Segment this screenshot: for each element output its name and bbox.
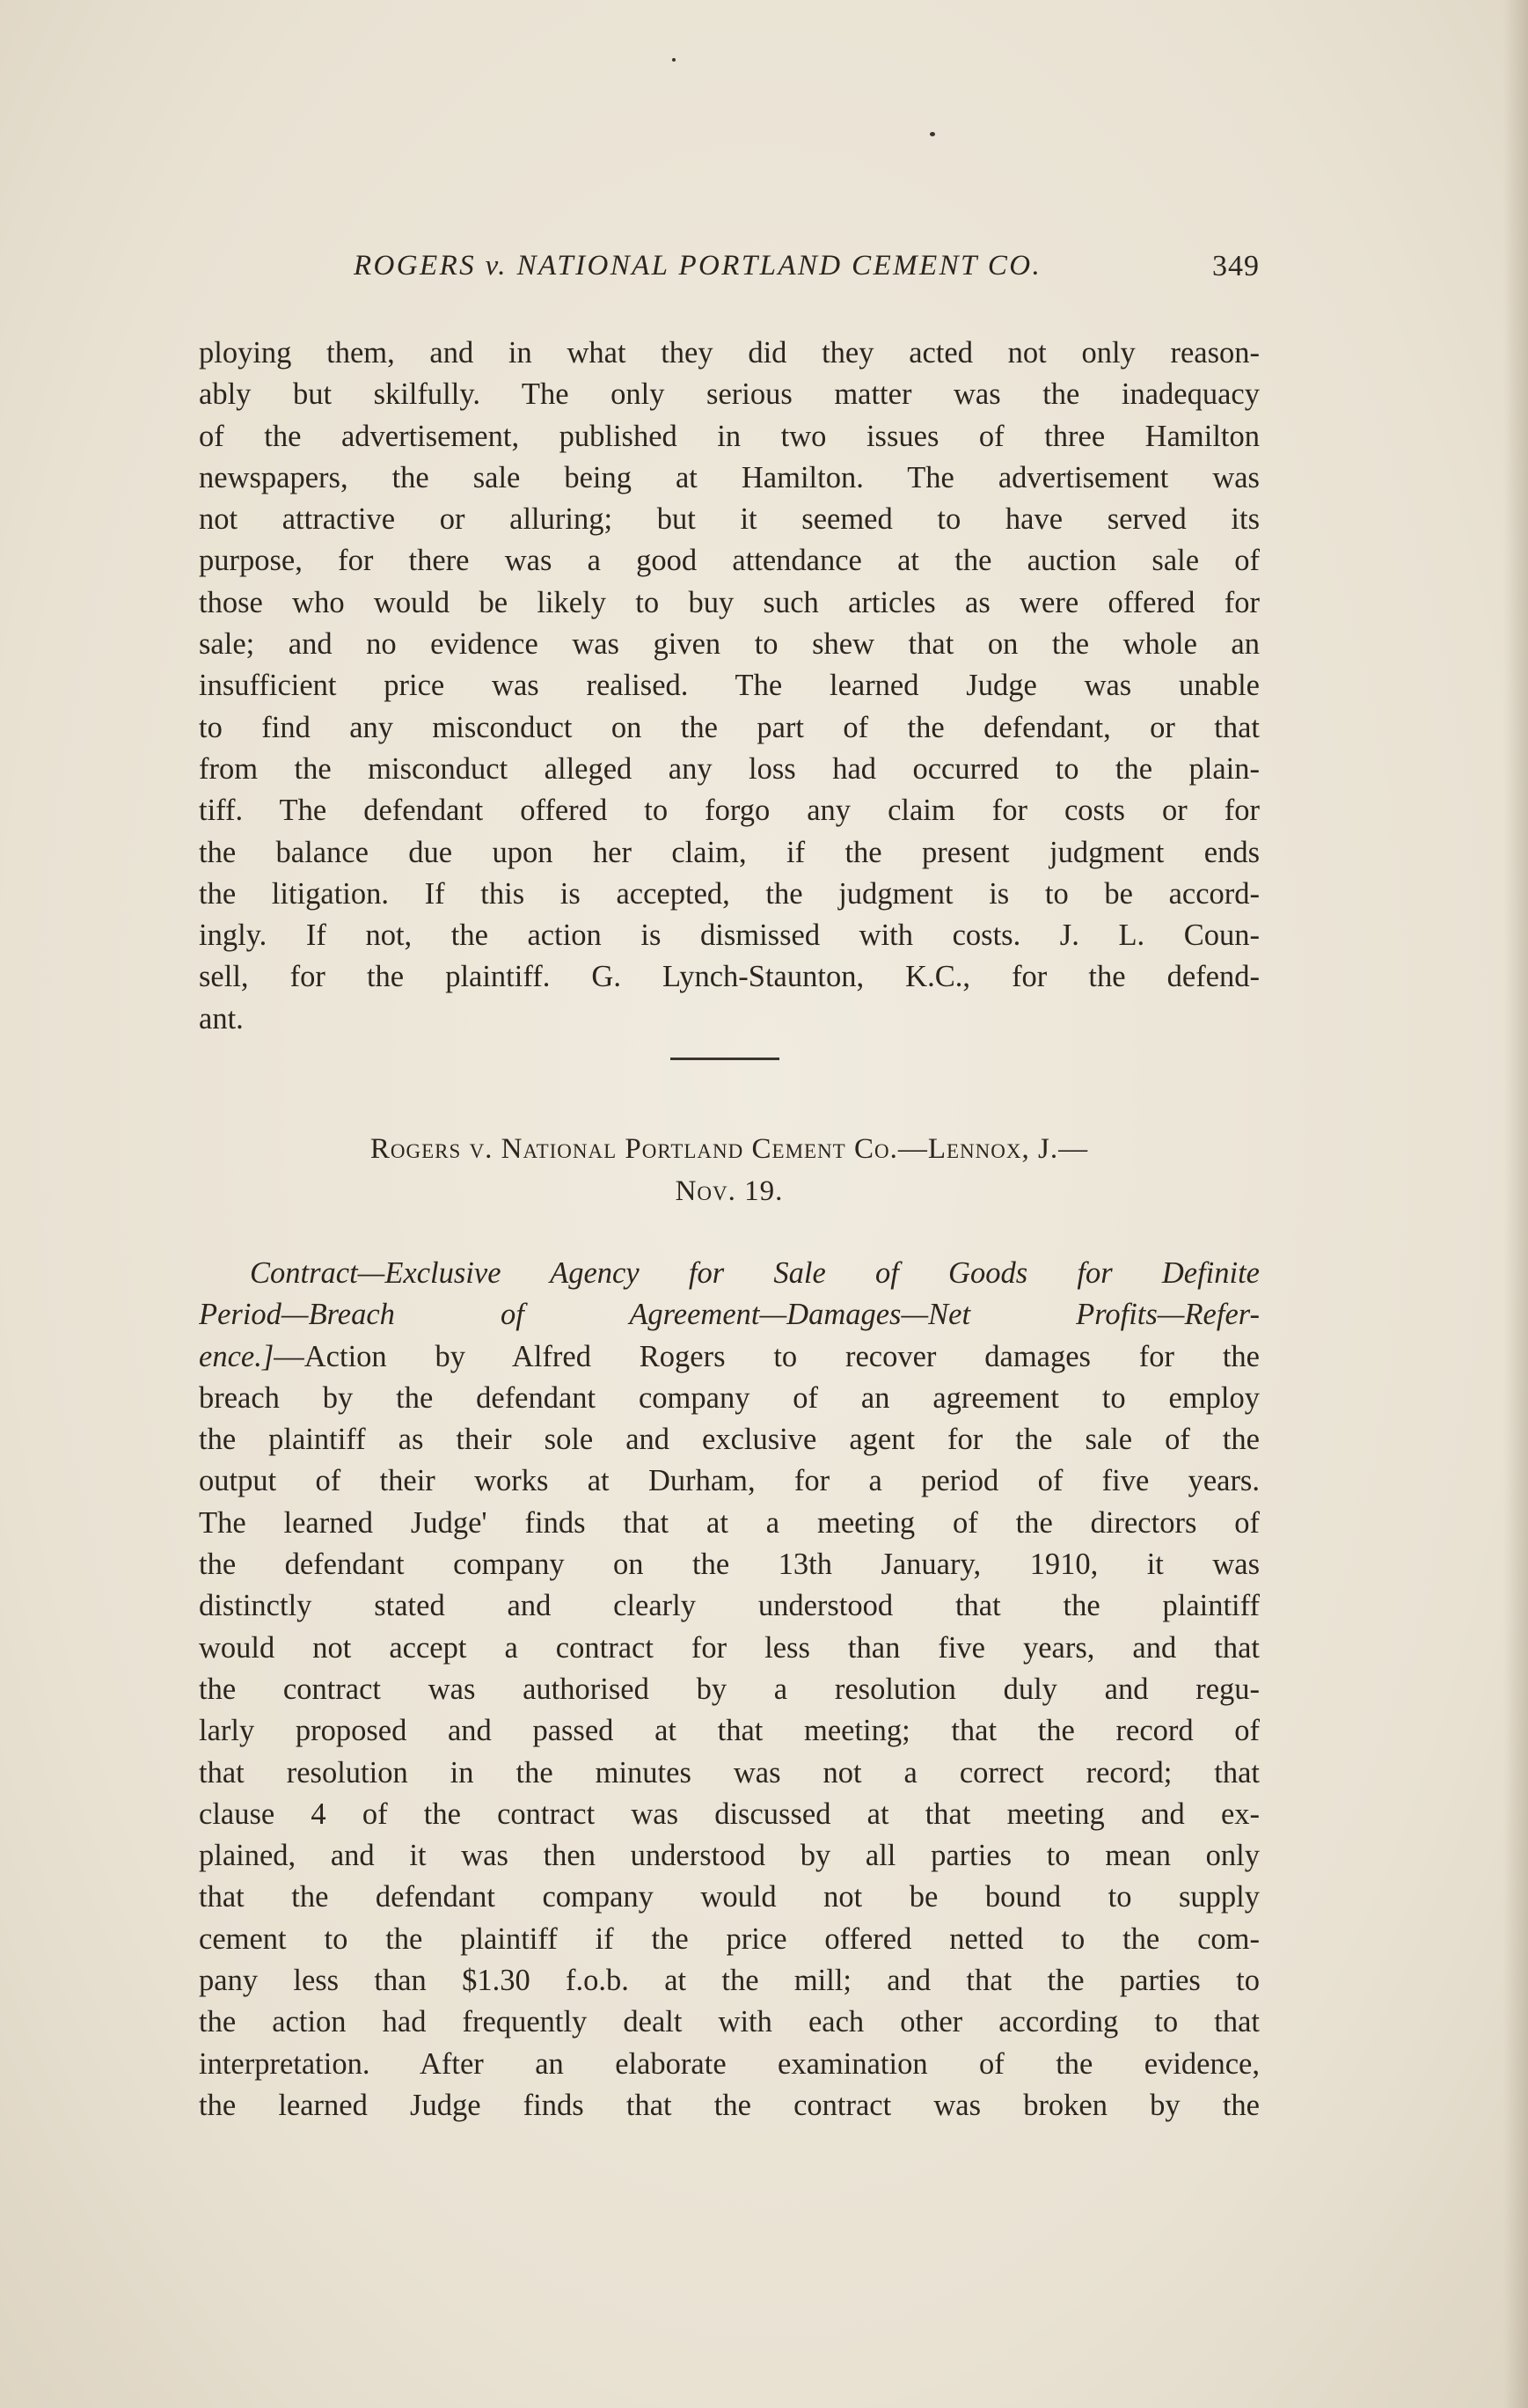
text-line: the learned Judge finds that the contract was broken by the	[199, 2088, 1260, 2122]
text-line: ploying them, and in what they did they acted not only reason-	[199, 336, 1260, 370]
text-line: larly proposed and passed at that meeting; that the record of	[199, 1714, 1260, 1748]
text-line: breach by the defendant company of an agreement to employ	[199, 1380, 1260, 1415]
text-line: insufficient price was realised. The learned Judge was unable	[199, 669, 1260, 703]
headnote-line: Contract—Exclusive Agency for Sale of Goods for Definite	[250, 1256, 1260, 1290]
paragraph-continuation	[199, 333, 1260, 1040]
headnote-continuation: —Action by Alfred Rogers to recover damages for the	[274, 1339, 1260, 1373]
text-line: the balance due upon her claim, if the present judgment ends	[199, 835, 1260, 869]
ink-speck	[672, 58, 676, 62]
ink-speck	[930, 132, 935, 136]
running-head	[199, 246, 1260, 290]
case-heading-title: Rogers v. National Portland Cement Co.—Lennox, J.—	[369, 1133, 1089, 1165]
text-line: that resolution in the minutes was not a correct record; that	[199, 1755, 1260, 1790]
section-divider-rule	[670, 1058, 779, 1060]
text-line: would not accept a contract for less than five years, and that	[199, 1630, 1260, 1665]
text-line: those who would be likely to buy such articles as were offered for	[199, 585, 1260, 619]
text-line	[199, 1336, 1260, 1378]
text-line: from the misconduct alleged any loss had occurred to the plain-	[199, 751, 1260, 786]
text-line: plained, and it was then understood by all parties to mean only	[199, 1839, 1260, 1873]
text-line: output of their works at Durham, for a period of five years.	[199, 1464, 1260, 1498]
text-line: of the advertisement, published in two issues of three Hamilton	[199, 419, 1260, 453]
text-line: ant.	[199, 1001, 244, 1036]
running-head-title: ROGERS v. NATIONAL PORTLAND CEMENT CO.	[354, 250, 1042, 282]
case-heading	[199, 1128, 1260, 1212]
text-line: clause 4 of the contract was discussed at that meeting and ex-	[199, 1797, 1260, 1831]
text-line: pany less than $1.30 f.o.b. at the mill; and that the parties to	[199, 1964, 1260, 1998]
text-line: purpose, for there was a good attendance at the auction sale of	[199, 544, 1260, 578]
text-line: to find any misconduct on the part of the defendant, or that	[199, 710, 1260, 744]
text-line: tiff. The defendant offered to forgo any claim for costs or for	[199, 794, 1260, 828]
text-line: ably but skilfully. The only serious matter was the inadequacy	[199, 377, 1260, 412]
text-line: not attractive or alluring; but it seemed to have served its	[199, 502, 1260, 537]
case-heading-date: Nov. 19.	[675, 1175, 784, 1207]
text-line: newspapers, the sale being at Hamilton. The advertisement was	[199, 460, 1260, 494]
headnote-tail: ence.]	[199, 1339, 274, 1373]
text-line: the litigation. If this is accepted, the judgment is to be accord-	[199, 876, 1260, 911]
text-line: the contract was authorised by a resolution duly and regu-	[199, 1672, 1260, 1706]
text-line: the action had frequently dealt with each other according to that	[199, 2005, 1260, 2039]
text-line: the defendant company on the 13th January, 1910, it was	[199, 1548, 1260, 1582]
page-edge-shadow	[1503, 0, 1528, 2408]
text-line: distinctly stated and clearly understood that the plaintiff	[199, 1589, 1260, 1623]
text-line: ingly. If not, the action is dismissed with costs. J. L. Coun-	[199, 919, 1260, 953]
text-line: sell, for the plaintiff. G. Lynch-Staunton, K.C., for the defend-	[199, 960, 1260, 994]
case-summary-paragraph	[199, 1253, 1260, 2126]
page-number: 349	[1212, 250, 1260, 282]
text-line: the plaintiff as their sole and exclusive agent for the sale of the	[199, 1423, 1260, 1457]
text-line: cement to the plaintiff if the price offered netted to the com-	[199, 1921, 1260, 1956]
text-line: The learned Judge' finds that at a meeting of the directors of	[199, 1505, 1260, 1540]
text-line: interpretation. After an elaborate examination of the evidence,	[199, 2046, 1260, 2081]
text-line: that the defendant company would not be bound to supply	[199, 1880, 1260, 1914]
text-line: sale; and no evidence was given to shew that on the whole an	[199, 627, 1260, 662]
headnote-line: Period—Breach of Agreement—Damages—Net Profits—Refer-	[199, 1298, 1260, 1332]
